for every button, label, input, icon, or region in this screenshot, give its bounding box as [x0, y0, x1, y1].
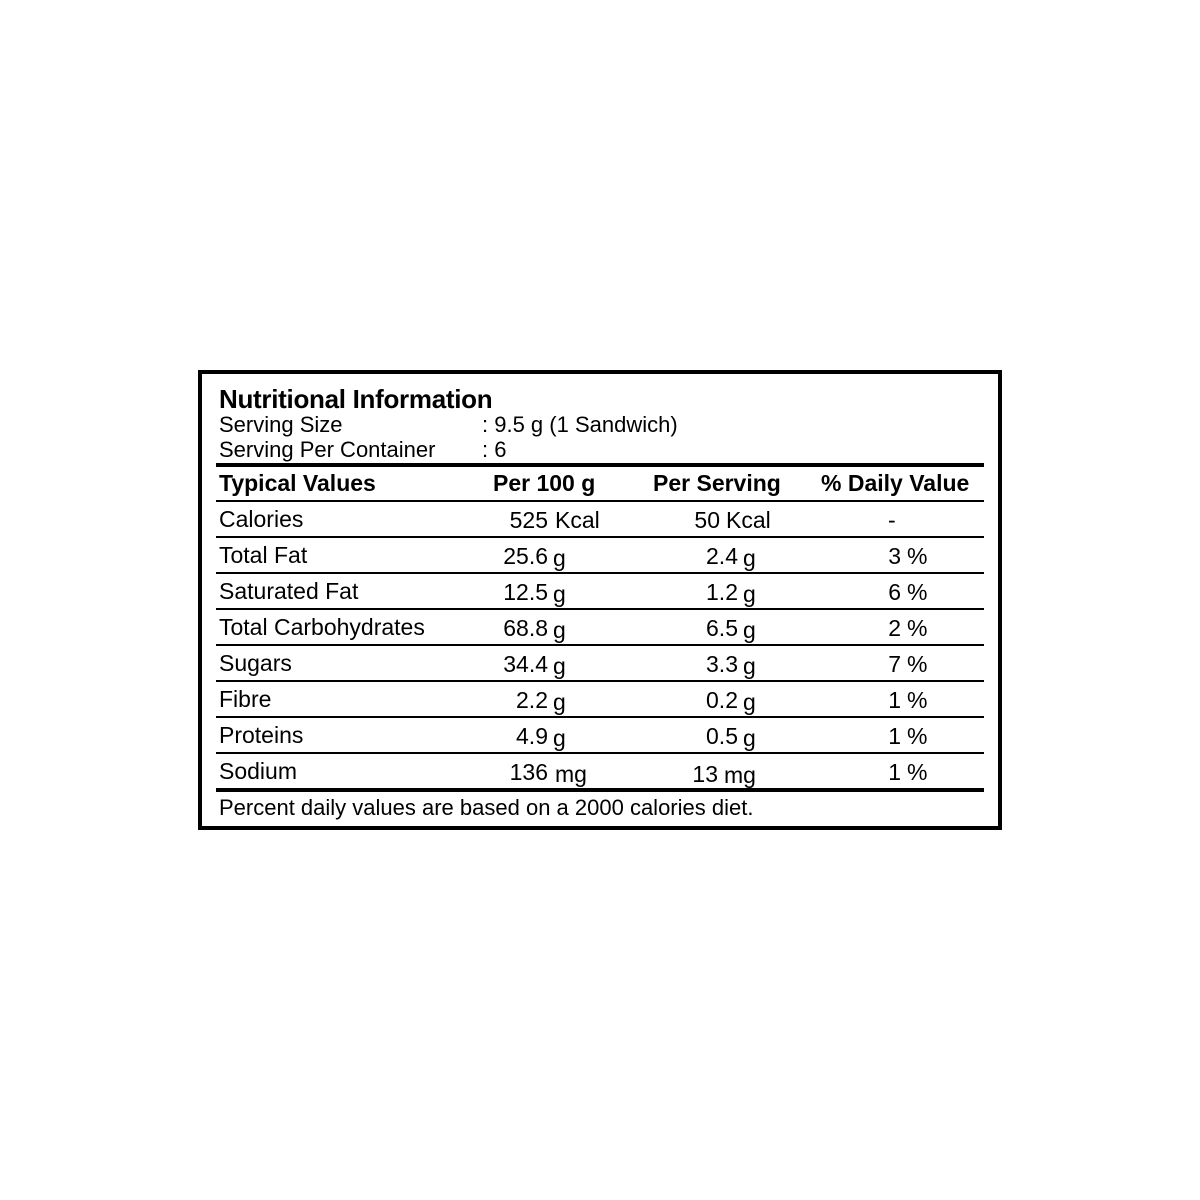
per-100g-value: 2.2 — [516, 687, 548, 713]
per-serving-value: 0.2 — [706, 687, 738, 713]
row-divider — [216, 752, 984, 754]
table-bottom-divider — [216, 788, 984, 792]
per-serving-unit: g — [743, 653, 756, 679]
daily-value: - — [888, 507, 896, 533]
per-100g-value: 12.5 — [503, 579, 548, 605]
header-top-divider — [216, 463, 984, 467]
header-per-serving: Per Serving — [653, 470, 781, 496]
daily-value-unit: % — [907, 579, 928, 605]
daily-value: 1 — [888, 759, 901, 785]
daily-value: 1 — [888, 687, 901, 713]
row-divider — [216, 608, 984, 610]
per-serving-value: 1.2 — [706, 579, 738, 605]
nutrition-panel — [198, 370, 1002, 830]
daily-value: 2 — [888, 615, 901, 641]
per-100g-value: 25.6 — [503, 543, 548, 569]
daily-value-unit: % — [907, 543, 928, 569]
per-100g-unit: Kcal — [555, 507, 600, 533]
per-serving-value: 50 — [694, 507, 720, 533]
daily-value: 6 — [888, 579, 901, 605]
per-100g-value: 525 — [509, 507, 548, 533]
row-label: Sodium — [219, 758, 297, 784]
serving-size-label: Serving Size — [219, 412, 343, 437]
footnote: Percent daily values are based on a 2000 calories diet. — [219, 795, 754, 820]
per-serving-unit: g — [743, 545, 756, 571]
daily-value-unit: % — [907, 759, 928, 785]
per-serving-value: 0.5 — [706, 723, 738, 749]
row-divider — [216, 716, 984, 718]
row-label: Total Carbohydrates — [219, 614, 425, 640]
row-label: Proteins — [219, 722, 304, 748]
per-serving-unit: g — [743, 581, 756, 607]
per-100g-value: 136 — [509, 759, 548, 785]
per-100g-unit: mg — [555, 761, 587, 787]
row-label: Total Fat — [219, 542, 308, 568]
per-100g-unit: g — [553, 545, 566, 571]
per-serving-unit: g — [743, 725, 756, 751]
per-serving-value: 13 — [692, 761, 718, 787]
per-serving-unit: g — [743, 617, 756, 643]
serving-per-container-value: : 6 — [482, 437, 507, 462]
per-100g-unit: g — [553, 689, 566, 715]
row-divider — [216, 572, 984, 574]
daily-value-unit: % — [907, 651, 928, 677]
serving-per-container-label: Serving Per Container — [219, 437, 436, 462]
per-100g-unit: g — [553, 581, 566, 607]
daily-value: 7 — [888, 651, 901, 677]
row-label: Fibre — [219, 686, 272, 712]
panel-title: Nutritional Information — [219, 384, 493, 414]
per-serving-value: 3.3 — [706, 651, 738, 677]
per-100g-value: 4.9 — [516, 723, 548, 749]
serving-size-value: : 9.5 g (1 Sandwich) — [482, 412, 678, 437]
per-100g-value: 34.4 — [503, 651, 548, 677]
per-serving-unit: g — [743, 689, 756, 715]
header-per-100g: Per 100 g — [493, 470, 596, 496]
daily-value-unit: % — [907, 687, 928, 713]
per-100g-unit: g — [553, 725, 566, 751]
per-serving-value: 2.4 — [706, 543, 738, 569]
header-daily-value: % Daily Value — [821, 470, 970, 496]
daily-value: 3 — [888, 543, 901, 569]
per-100g-unit: g — [553, 653, 566, 679]
row-divider — [216, 644, 984, 646]
per-serving-value: 6.5 — [706, 615, 738, 641]
daily-value-unit: % — [907, 723, 928, 749]
daily-value: 1 — [888, 723, 901, 749]
per-100g-unit: g — [553, 617, 566, 643]
row-divider — [216, 680, 984, 682]
row-label: Sugars — [219, 650, 292, 676]
row-label: Saturated Fat — [219, 578, 359, 604]
row-divider — [216, 536, 984, 538]
daily-value-unit: % — [907, 615, 928, 641]
header-typical-values: Typical Values — [219, 470, 376, 496]
header-bottom-divider — [216, 500, 984, 502]
row-label: Calories — [219, 506, 304, 532]
per-100g-value: 68.8 — [503, 615, 548, 641]
per-serving-unit: Kcal — [726, 507, 771, 533]
per-serving-unit: mg — [724, 762, 756, 788]
